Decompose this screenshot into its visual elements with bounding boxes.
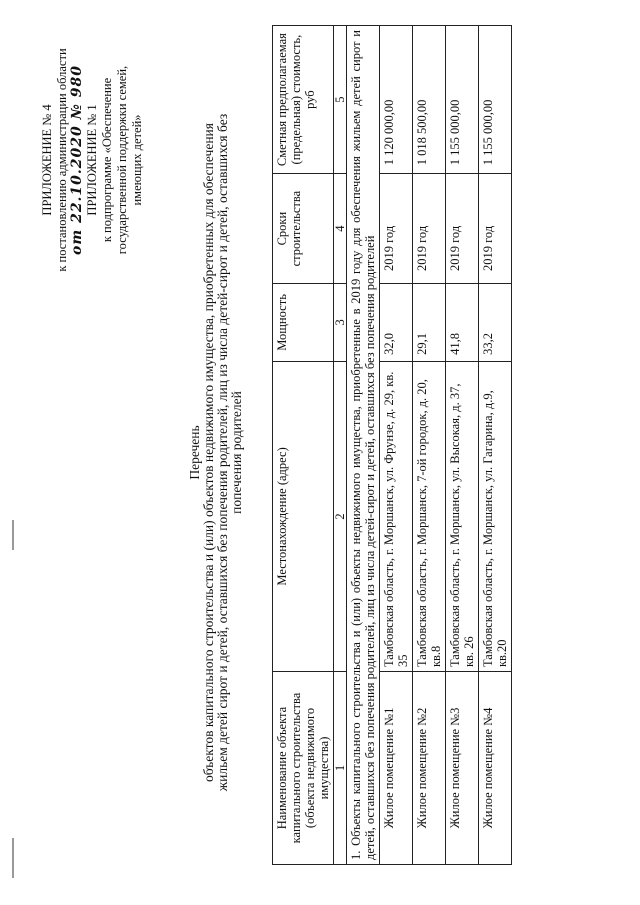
cell-object-name: Жилое помещение №4 bbox=[479, 672, 512, 865]
cell-address: Тамбовская область, г. Моршанск, ул. Гагарина, д.9, кв.20 bbox=[479, 361, 512, 671]
cell-object-name: Жилое помещение №1 bbox=[380, 672, 413, 865]
cell-power: 33,2 bbox=[479, 284, 512, 362]
column-number: 1 bbox=[334, 672, 347, 865]
header-term: Сроки строительства bbox=[273, 174, 334, 284]
header-power: Мощность bbox=[273, 284, 334, 362]
cell-address: Тамбовская область, г. Моршанск, 7-ой городок, д. 20, кв.8 bbox=[413, 361, 446, 671]
cell-power: 29,1 bbox=[413, 284, 446, 362]
cell-object-name: Жилое помещение №3 bbox=[446, 672, 479, 865]
appendix-subprogram-ref-2: государственной поддержки семей, bbox=[115, 65, 129, 255]
title-line-3: попечения родителей bbox=[229, 391, 244, 514]
table-row bbox=[380, 26, 413, 865]
cell-cost: 1 018 500,00 bbox=[413, 26, 446, 174]
cell-term: 2019 год bbox=[479, 174, 512, 284]
column-number: 2 bbox=[334, 361, 347, 671]
appendix-label: ПРИЛОЖЕНИЕ № 4 bbox=[40, 104, 54, 216]
column-number: 5 bbox=[334, 26, 347, 174]
appendix-stamp bbox=[40, 0, 145, 325]
document-title bbox=[188, 0, 244, 905]
header-address: Местонахождение (адрес) bbox=[273, 361, 334, 671]
handwritten-date-number: от 22.10.2020 № 980 bbox=[69, 65, 85, 255]
table-row bbox=[446, 26, 479, 865]
title-line-1: объектов капитального строительства и (или) объектов недвижимого имущества, приобретенных для обеспечения bbox=[201, 123, 216, 782]
table-header-row bbox=[273, 26, 334, 865]
title-heading: Перечень bbox=[187, 425, 202, 480]
cell-cost: 1 120 000,00 bbox=[380, 26, 413, 174]
cell-cost: 1 155 000,00 bbox=[479, 26, 512, 174]
cell-term: 2019 год bbox=[380, 174, 413, 284]
header-cost: Сметная предполагаемая (предельная) стоимость, руб bbox=[273, 26, 334, 174]
section-row bbox=[347, 26, 380, 865]
column-number: 3 bbox=[334, 284, 347, 362]
appendix-sub-label: ПРИЛОЖЕНИЕ № 1 bbox=[85, 104, 99, 216]
cell-address: Тамбовская область, г. Моршанск, ул. Фрунзе, д. 29, кв. 35 bbox=[380, 361, 413, 671]
cell-term: 2019 год bbox=[446, 174, 479, 284]
section-heading: 1. Объекты капитального строительства и (или) объекты недвижимого имущества, приобретенные в 2019 году для обеспечения жильем детей сирот и детей, оставшихся без попечения родителей, лиц из числа детей-сирот и детей, оставшихся без попечения родителей bbox=[347, 26, 380, 865]
appendix-subprogram-ref: к подпрограмме «Обеспечение bbox=[100, 77, 114, 243]
appendix-subprogram-ref-3: имеющих детей» bbox=[130, 114, 144, 206]
objects-table bbox=[272, 25, 512, 865]
title-line-2: жильем детей сирот и детей, оставшихся без попечения родителей, лиц из числа детей-сирот и детей, оставшихся без bbox=[215, 113, 230, 792]
header-object-name: Наименование объекта капитального строительства (объекта недвижимого имущества) bbox=[273, 672, 334, 865]
appendix-decree-ref: к постановлению администрации области bbox=[55, 48, 69, 272]
cell-address: Тамбовская область, г. Моршанск, ул. Высокая, д. 37, кв. 26 bbox=[446, 361, 479, 671]
cell-power: 41,8 bbox=[446, 284, 479, 362]
cell-power: 32,0 bbox=[380, 284, 413, 362]
column-number-row bbox=[334, 26, 347, 865]
cell-cost: 1 155 000,00 bbox=[446, 26, 479, 174]
table-row bbox=[413, 26, 446, 865]
cell-term: 2019 год bbox=[413, 174, 446, 284]
cell-object-name: Жилое помещение №2 bbox=[413, 672, 446, 865]
column-number: 4 bbox=[334, 174, 347, 284]
table-row bbox=[479, 26, 512, 865]
